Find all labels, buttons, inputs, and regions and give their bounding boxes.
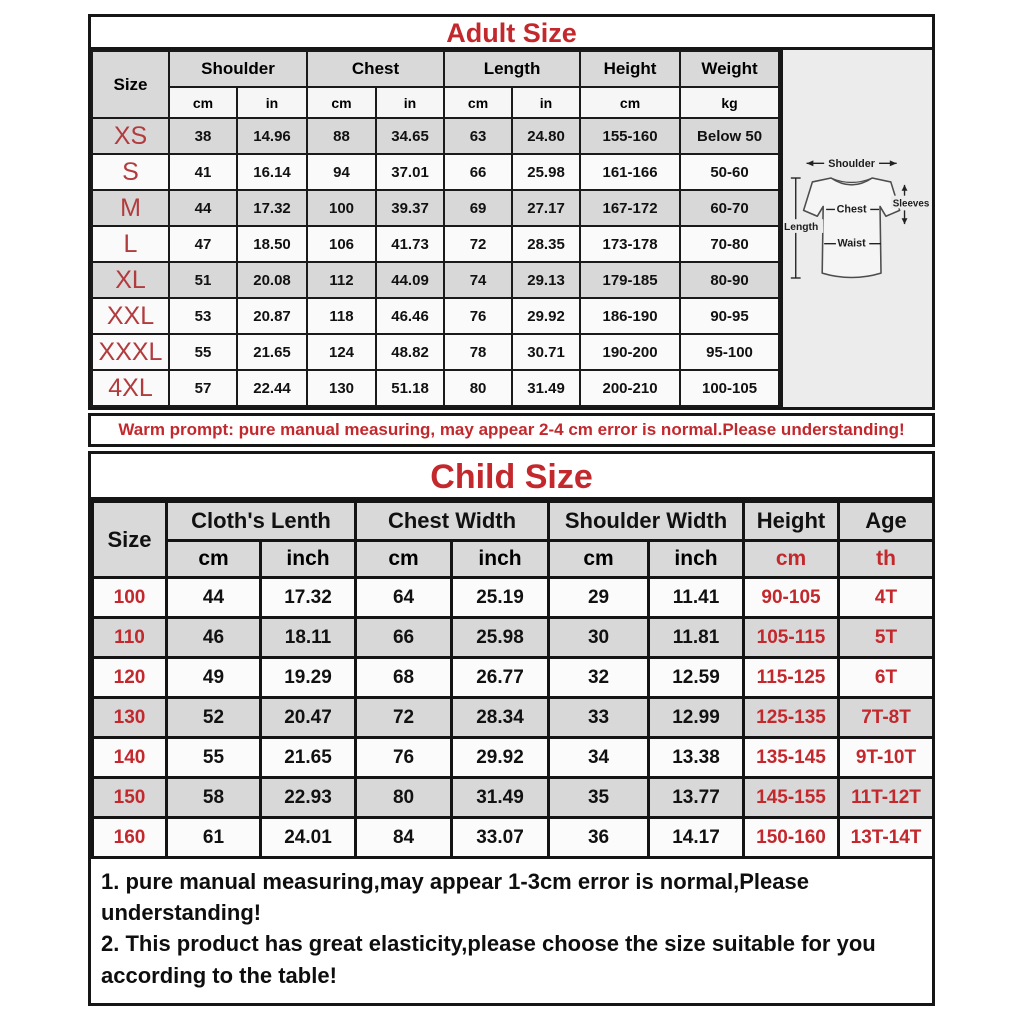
diagram-label-sleeves: Sleeves (892, 198, 930, 210)
child-size-label: 150 (93, 778, 167, 818)
adult-size-value: 130 (307, 370, 376, 406)
child-size-value: 34 (549, 738, 649, 778)
adult-size-value: 88 (307, 118, 376, 154)
child-size-value: 72 (356, 698, 452, 738)
child-size-value: 36 (549, 818, 649, 858)
adult-size-value: 20.87 (237, 298, 307, 334)
adult-size-value: 41 (169, 154, 237, 190)
unit-header: inch (649, 541, 744, 578)
adult-size-value: 60-70 (680, 190, 779, 226)
child-size-row (93, 578, 934, 618)
child-age-value: 11T-12T (839, 778, 934, 818)
adult-size-row (92, 118, 779, 154)
child-size-value: 68 (356, 658, 452, 698)
adult-size-value: 100-105 (680, 370, 779, 406)
adult-size-row (92, 334, 779, 370)
child-size-row (93, 618, 934, 658)
adult-col-header-chest: Chest (307, 51, 444, 87)
adult-size-value: 31.49 (512, 370, 580, 406)
adult-size-value: 16.14 (237, 154, 307, 190)
child-size-value: 25.98 (452, 618, 549, 658)
child-col-header-shoulder-width: Shoulder Width (549, 502, 744, 541)
adult-size-value: 186-190 (580, 298, 680, 334)
adult-size-value: 34.65 (376, 118, 444, 154)
child-col-header-height: Height (744, 502, 839, 541)
adult-size-label: XXL (92, 298, 169, 334)
tshirt-measurement-diagram (783, 50, 932, 407)
unit-header: cm (167, 541, 261, 578)
adult-size-row (92, 226, 779, 262)
adult-size-value: 39.37 (376, 190, 444, 226)
adult-size-value: 155-160 (580, 118, 680, 154)
child-size-value: 21.65 (261, 738, 356, 778)
child-size-value: 17.32 (261, 578, 356, 618)
child-size-value: 44 (167, 578, 261, 618)
child-size-value: 22.93 (261, 778, 356, 818)
adult-size-value: 30.71 (512, 334, 580, 370)
child-age-value: 7T-8T (839, 698, 934, 738)
child-size-row (93, 658, 934, 698)
child-size-value: 46 (167, 618, 261, 658)
child-height-value: 90-105 (744, 578, 839, 618)
adult-size-value: 20.08 (237, 262, 307, 298)
adult-size-label: L (92, 226, 169, 262)
child-header-row (93, 502, 934, 541)
unit-header: cm (549, 541, 649, 578)
adult-size-value: 57 (169, 370, 237, 406)
adult-size-label: 4XL (92, 370, 169, 406)
unit-header: cm (744, 541, 839, 578)
adult-size-value: 200-210 (580, 370, 680, 406)
adult-size-value: Below 50 (680, 118, 779, 154)
child-size-value: 33.07 (452, 818, 549, 858)
child-size-value: 55 (167, 738, 261, 778)
adult-size-value: 173-178 (580, 226, 680, 262)
child-size-value: 52 (167, 698, 261, 738)
child-size-value: 19.29 (261, 658, 356, 698)
warm-prompt-note: Warm prompt: pure manual measuring, may appear 2-4 cm error is normal.Please understanding! (88, 413, 935, 447)
diagram-label-shoulder: Shoulder (828, 158, 875, 171)
adult-size-title: Adult Size (91, 17, 932, 50)
adult-size-label: S (92, 154, 169, 190)
child-size-value: 18.11 (261, 618, 356, 658)
adult-size-value: 94 (307, 154, 376, 190)
child-size-value: 30 (549, 618, 649, 658)
unit-header: th (839, 541, 934, 578)
unit-header: cm (580, 87, 680, 118)
adult-size-row (92, 262, 779, 298)
unit-header: kg (680, 87, 779, 118)
adult-size-value: 44 (169, 190, 237, 226)
adult-size-value: 55 (169, 334, 237, 370)
child-size-label: 120 (93, 658, 167, 698)
adult-size-column-header: Size (92, 51, 169, 118)
adult-size-row (92, 298, 779, 334)
child-size-value: 28.34 (452, 698, 549, 738)
adult-size-row (92, 190, 779, 226)
child-unit-row (93, 541, 934, 578)
child-size-value: 20.47 (261, 698, 356, 738)
unit-header: cm (356, 541, 452, 578)
adult-size-value: 80 (444, 370, 512, 406)
unit-header: in (237, 87, 307, 118)
adult-content-row (91, 50, 932, 407)
child-size-title: Child Size (91, 454, 932, 500)
adult-size-value: 72 (444, 226, 512, 262)
adult-size-value: 63 (444, 118, 512, 154)
adult-size-value: 106 (307, 226, 376, 262)
adult-size-value: 161-166 (580, 154, 680, 190)
child-size-table (91, 500, 935, 859)
adult-size-value: 190-200 (580, 334, 680, 370)
child-size-label: 140 (93, 738, 167, 778)
unit-header: inch (261, 541, 356, 578)
child-size-value: 26.77 (452, 658, 549, 698)
unit-header: in (512, 87, 580, 118)
child-size-label: 130 (93, 698, 167, 738)
adult-size-value: 48.82 (376, 334, 444, 370)
adult-size-value: 78 (444, 334, 512, 370)
adult-size-value: 44.09 (376, 262, 444, 298)
child-size-value: 35 (549, 778, 649, 818)
child-size-value: 32 (549, 658, 649, 698)
unit-header: cm (444, 87, 512, 118)
adult-size-value: 80-90 (680, 262, 779, 298)
adult-col-header-weight: Weight (680, 51, 779, 87)
child-size-value: 24.01 (261, 818, 356, 858)
child-height-value: 135-145 (744, 738, 839, 778)
adult-size-value: 21.65 (237, 334, 307, 370)
unit-header: cm (169, 87, 237, 118)
bottom-notes (91, 859, 932, 1003)
unit-header: cm (307, 87, 376, 118)
diagram-label-waist: Waist (837, 237, 866, 250)
child-size-value: 66 (356, 618, 452, 658)
child-size-value: 11.41 (649, 578, 744, 618)
adult-size-value: 41.73 (376, 226, 444, 262)
adult-size-value: 37.01 (376, 154, 444, 190)
adult-size-label: M (92, 190, 169, 226)
child-height-value: 115-125 (744, 658, 839, 698)
adult-size-section (88, 14, 935, 410)
size-diagram-panel (780, 50, 932, 407)
child-size-label: 100 (93, 578, 167, 618)
adult-size-value: 17.32 (237, 190, 307, 226)
child-size-value: 13.77 (649, 778, 744, 818)
child-size-row (93, 738, 934, 778)
child-size-section (88, 451, 935, 1006)
adult-size-value: 46.46 (376, 298, 444, 334)
adult-size-value: 118 (307, 298, 376, 334)
adult-size-label: XS (92, 118, 169, 154)
adult-size-value: 14.96 (237, 118, 307, 154)
child-col-header-age: Age (839, 502, 934, 541)
adult-size-value: 25.98 (512, 154, 580, 190)
adult-size-value: 53 (169, 298, 237, 334)
adult-size-value: 27.17 (512, 190, 580, 226)
adult-size-value: 66 (444, 154, 512, 190)
child-size-value: 25.19 (452, 578, 549, 618)
adult-size-value: 100 (307, 190, 376, 226)
adult-col-header-height: Height (580, 51, 680, 87)
child-age-value: 4T (839, 578, 934, 618)
note-line-2: 2. This product has great elasticity,please choose the size suitable for you according to the table! (101, 931, 876, 988)
child-height-value: 150-160 (744, 818, 839, 858)
child-size-row (93, 818, 934, 858)
child-size-value: 76 (356, 738, 452, 778)
child-size-value: 33 (549, 698, 649, 738)
note-line-1: 1. pure manual measuring,may appear 1-3cm error is normal,Please understanding! (101, 869, 809, 926)
child-size-row (93, 778, 934, 818)
adult-col-header-length: Length (444, 51, 580, 87)
child-size-value: 12.99 (649, 698, 744, 738)
child-size-value: 80 (356, 778, 452, 818)
adult-col-header-shoulder: Shoulder (169, 51, 307, 87)
adult-size-value: 95-100 (680, 334, 779, 370)
unit-header: inch (452, 541, 549, 578)
adult-size-value: 50-60 (680, 154, 779, 190)
diagram-label-length: Length (784, 221, 819, 233)
child-size-label: 110 (93, 618, 167, 658)
adult-size-value: 76 (444, 298, 512, 334)
child-size-value: 14.17 (649, 818, 744, 858)
child-age-value: 5T (839, 618, 934, 658)
child-height-value: 145-155 (744, 778, 839, 818)
adult-size-value: 69 (444, 190, 512, 226)
adult-size-value: 70-80 (680, 226, 779, 262)
child-size-value: 84 (356, 818, 452, 858)
diagram-label-chest: Chest (836, 203, 867, 216)
child-size-value: 64 (356, 578, 452, 618)
adult-size-value: 90-95 (680, 298, 779, 334)
child-size-value: 58 (167, 778, 261, 818)
child-col-header-chest-width: Chest Width (356, 502, 549, 541)
unit-header: in (376, 87, 444, 118)
adult-size-value: 167-172 (580, 190, 680, 226)
adult-size-value: 124 (307, 334, 376, 370)
adult-size-value: 112 (307, 262, 376, 298)
child-height-value: 105-115 (744, 618, 839, 658)
size-chart-sheet (88, 14, 935, 1006)
child-size-label: 160 (93, 818, 167, 858)
child-age-value: 9T-10T (839, 738, 934, 778)
child-size-value: 61 (167, 818, 261, 858)
adult-size-value: 22.44 (237, 370, 307, 406)
adult-size-value: 18.50 (237, 226, 307, 262)
adult-size-label: XL (92, 262, 169, 298)
adult-size-value: 47 (169, 226, 237, 262)
child-age-value: 13T-14T (839, 818, 934, 858)
adult-size-row (92, 154, 779, 190)
adult-size-value: 74 (444, 262, 512, 298)
adult-size-value: 38 (169, 118, 237, 154)
adult-size-value: 29.92 (512, 298, 580, 334)
adult-unit-row (92, 87, 779, 118)
adult-size-row (92, 370, 779, 406)
child-size-value: 12.59 (649, 658, 744, 698)
adult-size-value: 51.18 (376, 370, 444, 406)
adult-size-value: 24.80 (512, 118, 580, 154)
adult-size-value: 28.35 (512, 226, 580, 262)
adult-size-table (91, 50, 780, 407)
adult-size-value: 29.13 (512, 262, 580, 298)
child-col-header-cloth-length: Cloth's Lenth (167, 502, 356, 541)
child-size-value: 13.38 (649, 738, 744, 778)
child-size-value: 29 (549, 578, 649, 618)
child-size-row (93, 698, 934, 738)
child-size-value: 49 (167, 658, 261, 698)
adult-size-label: XXXL (92, 334, 169, 370)
child-height-value: 125-135 (744, 698, 839, 738)
child-size-value: 11.81 (649, 618, 744, 658)
child-age-value: 6T (839, 658, 934, 698)
adult-size-value: 51 (169, 262, 237, 298)
child-size-column-header: Size (93, 502, 167, 578)
adult-header-row (92, 51, 779, 87)
adult-size-value: 179-185 (580, 262, 680, 298)
child-size-value: 31.49 (452, 778, 549, 818)
child-size-value: 29.92 (452, 738, 549, 778)
